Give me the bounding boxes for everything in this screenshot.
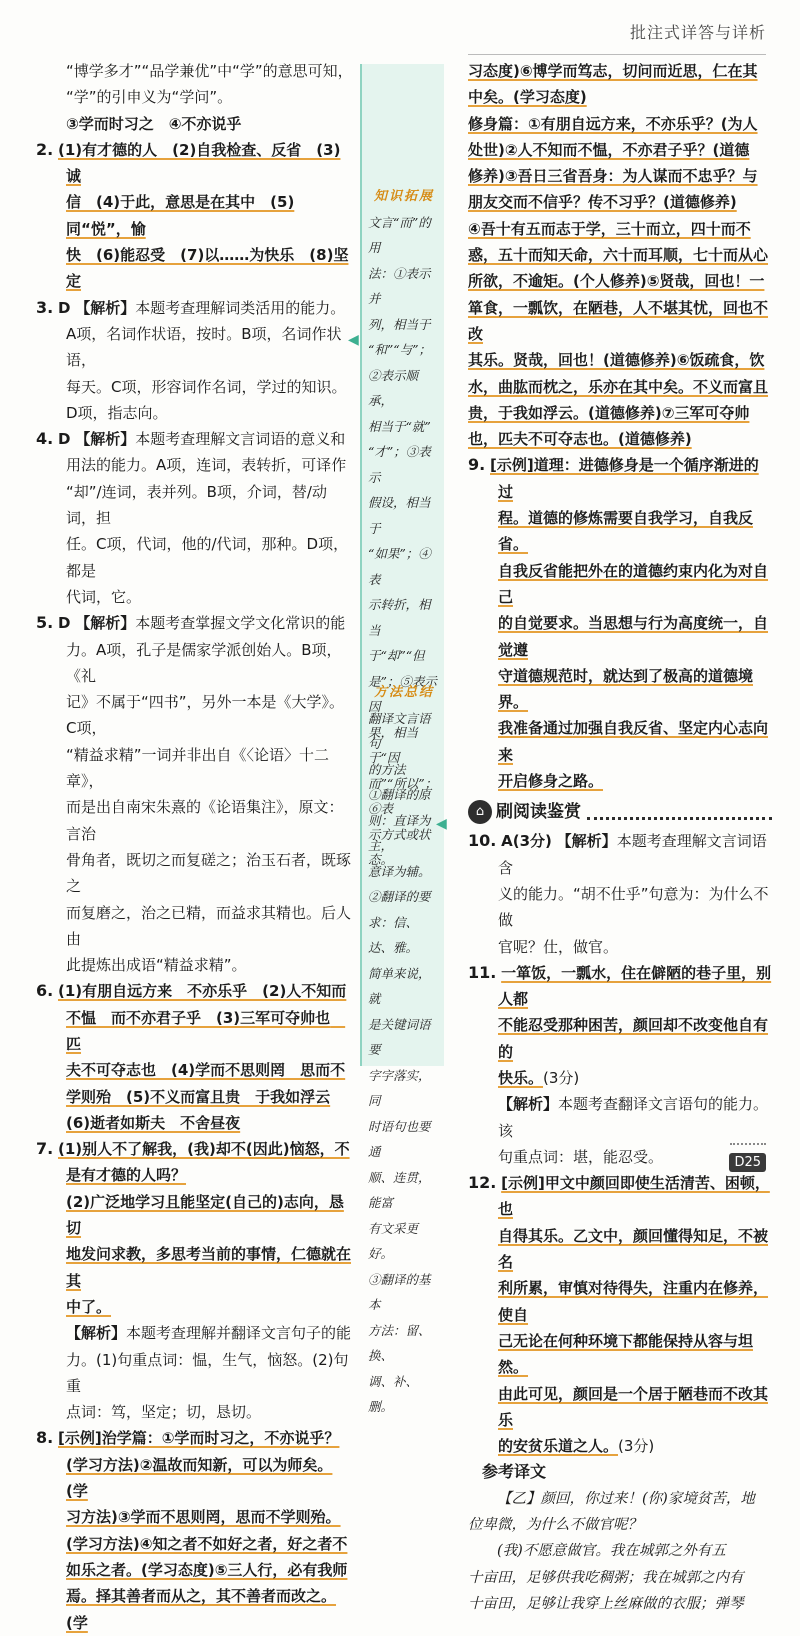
translation-line: 十亩田，足够让我穿上丝麻做的衣服；弹琴: [468, 1595, 744, 1612]
question-number: 3.: [36, 297, 54, 317]
answer-text: 不能忍受那种困苦，颜回却不改变他自有的: [498, 1016, 769, 1061]
answer-4: [36, 426, 354, 452]
note-line: “如果”；④表: [368, 546, 431, 587]
question-number: 4.: [36, 429, 54, 449]
dotted-divider: [587, 805, 772, 820]
answer-text: 修养)③吾日三省吾身：为人谋而不忠乎？与: [468, 167, 758, 186]
note-line: 文言“而”的用: [368, 214, 431, 255]
note-line: ②翻译的要: [368, 889, 431, 904]
text-line: 义的能力。“胡不仕乎”句意为：为什么不做: [498, 884, 769, 930]
text-line: “博学多才”“品学兼优”中“学”的意思可知，: [66, 62, 353, 80]
text-line: 官呢？仕，做官。: [498, 937, 619, 956]
answer-3: [36, 295, 354, 321]
answer-text: 快 (6)能忍受 (7)以……为快乐 (8)坚定: [66, 246, 349, 291]
header-divider: [468, 54, 766, 55]
text-line: 记》不属于“四书”，另外一本是《大学》。C项，: [66, 693, 345, 738]
choice-answer: A(3分): [501, 832, 552, 851]
question-number: 6.: [36, 981, 54, 1001]
answer-text: (6)逝者如斯夫 不舍昼夜: [66, 1113, 241, 1132]
answer-text: (1)有才德的人 (2)自我检查、反省 (3)诚: [58, 140, 341, 186]
answer-text: 学则殆 (5)不义而富且贵 于我如浮云: [66, 1087, 331, 1106]
note-line: 时语句也要通: [368, 1118, 431, 1159]
analysis-text: 本题考查翻译文言语句的能力。该: [498, 1095, 769, 1140]
text-line: 任。C项，代词，他的/代词，那种。D项，都是: [66, 535, 349, 580]
answer-text: 信 (4)于此，意思是在其中 (5)同“悦”，愉: [66, 193, 295, 238]
answer-text: 己无论在何种环境下都能保持从容与坦然。: [498, 1331, 754, 1377]
answer-2: [36, 137, 354, 190]
answer-text: 如乐之者。(学习态度)⑤三人行，必有我师: [66, 1560, 348, 1579]
note-line: 有文采更好。: [368, 1220, 419, 1261]
translation-line: 十亩田，足够供我吃稠粥；我在城郭之内有: [468, 1569, 744, 1586]
answer-text: 一箪饭，一瓢水，住在僻陋的巷子里，别人都: [498, 963, 772, 1009]
answer-10: [468, 828, 772, 881]
answer-text: 焉。择其善者而从之，其不善者而改之。(学: [66, 1587, 337, 1632]
translation-line: (我)不愿意做官。我在城郭之外有五: [497, 1543, 726, 1560]
analysis-line: [468, 1091, 772, 1144]
corner-dots: [730, 1143, 766, 1146]
choice-answer: D: [58, 298, 71, 317]
answer-text: 由此可见，颜回是一个居于陋巷而不改其乐: [498, 1384, 769, 1429]
note-title: 知识拓展: [373, 189, 434, 204]
note-line: 的方法: [368, 761, 406, 777]
text-line: 骨角者，既切之而复磋之；治玉石者，既琢之: [66, 850, 352, 896]
text-line: “学”的引申义为“学问”。: [66, 88, 233, 107]
answer-text: 处世)②人不知而不愠，不亦君子乎？(道德: [468, 140, 750, 159]
answer-7: [36, 1136, 354, 1162]
note-line: “才”；③表示: [368, 444, 431, 485]
note-line: 方法：留、换、: [368, 1322, 431, 1363]
answer-11: [468, 960, 772, 1013]
page-header: 批注式详答与详析: [629, 23, 766, 42]
note-line: 意译为辅。: [368, 863, 431, 879]
analysis-line: [36, 1320, 354, 1346]
text-line: 而是出自南宋朱熹的《论语集注》，原文：言治: [66, 798, 344, 843]
answer-text: 的安贫乐道之人。: [498, 1437, 619, 1456]
note-line: 法：①表示并: [368, 265, 431, 306]
question-number: 5.: [36, 613, 54, 633]
answer-text: 是有才德的人吗？: [66, 1166, 187, 1185]
answer-text: 开启修身之路。: [498, 772, 604, 791]
section-title: 刷阅读鉴赏: [496, 802, 581, 823]
answer-5: [36, 610, 354, 636]
text-line: 每天。C项，形容词作名词，学过的知识。: [66, 377, 347, 396]
note-line: ②表示顺承，: [368, 367, 419, 408]
choice-answer: D: [58, 430, 71, 449]
answer-text: 也，匹夫不可夺志也。(道德修养): [468, 430, 692, 449]
answer-text: 程。道德的修炼需要自我学习，自我反省。: [498, 509, 754, 554]
answer-text: 守道德规范时，就达到了极高的道德境界。: [498, 666, 754, 712]
answer-text: 修身篇：①有朋自远方来，不亦乐乎？(为人: [468, 114, 758, 133]
text-line: “精益求精”一词并非出自《〈论语〉十二章》，: [66, 745, 330, 791]
right-column: [468, 58, 772, 1617]
answer-line: [468, 1433, 772, 1459]
answer-text: 箪食，一瓢饮，在陋巷，人不堪其忧，回也不改: [468, 298, 769, 343]
note-line: 是”；⑤表示因: [368, 673, 437, 714]
note-line: 而”“所以”；⑥表: [368, 775, 438, 816]
question-number: 12.: [468, 1173, 497, 1193]
section-banner: [468, 798, 772, 826]
score: (3分): [618, 1437, 655, 1456]
text-line: 力。(1)句重点词：愠，生气，恼怒。(2)句重: [66, 1350, 349, 1395]
analysis-text: 本题考查理解词类活用的能力。: [135, 298, 346, 317]
analysis-tag: 【解析】: [66, 1324, 127, 1343]
answer-text: 朋友交而不信乎？传不习乎？(道德修养): [468, 193, 737, 212]
analysis-tag: 【解析】: [498, 1095, 559, 1114]
answer-6: [36, 978, 354, 1004]
text-line: 用法的能力。A项，连词，表转折，可译作: [66, 456, 347, 475]
score: (3分): [543, 1068, 580, 1087]
answer-text: (学习方法)④知之者不如好之者，好之者不: [66, 1534, 348, 1553]
answer-text: 夫不可夺志也 (4)学而不思则罔 思而不: [66, 1061, 346, 1080]
note-line: 是关键词语要: [368, 1016, 431, 1057]
answer-text: 地发问求教，多思考当前的事情，仁德就在其: [66, 1245, 352, 1290]
answer-9: [468, 452, 772, 505]
answer-text: 中矣。(学习态度): [468, 88, 587, 107]
left-column: [36, 58, 354, 1636]
answer-text: ④吾十有五而志于学，三十而立，四十而不: [468, 219, 751, 238]
answer-text: [示例]治学篇：①学而时习之，不亦说乎？: [58, 1429, 340, 1448]
note-line: ③翻译的基本: [368, 1271, 431, 1312]
note-line: 调、补、删。: [368, 1373, 419, 1414]
answer-text: (1)别人不了解我，(我)却不(因此)恼怒，不: [58, 1140, 350, 1159]
question-number: 11.: [468, 962, 497, 982]
answer-text: 自得其乐。乙文中，颜回懂得知足，不被名: [498, 1226, 769, 1272]
answer-text: 我准备通过加强自我反省、坚定内心志向来: [498, 719, 769, 764]
annotation-sidebar: [348, 64, 447, 1414]
translation-line: 【乙】颜回，你过来！(你)家境贫苦，地: [497, 1490, 755, 1507]
note-line: 于“却”“但: [368, 648, 425, 663]
text-line: ③学而时习之 ④不亦说乎: [66, 114, 242, 133]
answer-text: 贵，于我如浮云。(道德修养)⑦三军可夺帅: [468, 403, 750, 422]
analysis-text: 本题考查理解文言词语含: [498, 832, 767, 877]
answer-text: 快乐。: [498, 1068, 544, 1087]
answer-text: 所欲，不逾矩。(个人修养)⑤贤哉，回也！一: [468, 272, 765, 291]
question-number: 2.: [36, 139, 54, 159]
pointer-arrow-icon: ◀: [348, 332, 359, 348]
answer-text: 惑，五十而知天命，六十而耳顺，七十而从心: [468, 246, 769, 265]
question-number: 10.: [468, 831, 497, 851]
note-line: 字字落实，同: [368, 1067, 431, 1108]
question-number: 9.: [468, 455, 486, 475]
note-line: 求：信、达、雅。: [368, 914, 419, 955]
choice-answer: D: [58, 614, 71, 633]
book-icon: ⌂: [468, 800, 492, 824]
note-line: 假设，相当于: [368, 495, 431, 536]
text-line: 而复磨之，治之已精，而益求其精也。后人由: [66, 903, 352, 948]
note-line: 则：直译为主，: [368, 812, 431, 853]
answer-line: [468, 1065, 772, 1091]
answer-text: 习态度)⑥博学而笃志，切问而近思，仁在其: [468, 62, 758, 80]
answer-text: 不愠 而不亦君子乎 (3)三军可夺帅也 匹: [66, 1008, 346, 1053]
note-line: 顺、连贯，能富: [368, 1169, 431, 1210]
text-line: 句重点词：堪，能忍受。: [498, 1147, 664, 1166]
note-line: 示转折，相当: [368, 597, 431, 638]
analysis-text: 本题考查理解并翻译文言句子的能: [126, 1324, 352, 1343]
answer-text: 其乐。贤哉，回也！(道德修养)⑥饭疏食，饮: [468, 351, 765, 370]
page-number: D25: [729, 1153, 766, 1172]
note-title: 方法总结: [373, 685, 434, 700]
method-summary-note: [368, 680, 440, 1420]
answer-text: 中了。: [66, 1297, 112, 1316]
note-line: 列，相当于: [368, 316, 431, 332]
answer-text: [示例]道理：进德修身是一个循序渐进的过: [490, 456, 759, 501]
answer-text: (2)广泛地学习且能坚定(自己的)志向，恳切: [66, 1192, 344, 1238]
analysis-tag: 【解析】: [556, 832, 617, 851]
analysis-tag: 【解析】: [75, 614, 136, 633]
note-line: 简单来说，就: [368, 965, 431, 1006]
reference-translation-title: 参考译文: [482, 1462, 547, 1482]
answer-text: (1)有朋自远方来 不亦乐乎 (2)人不知而: [58, 982, 347, 1001]
question-number: 8.: [36, 1428, 54, 1448]
note-line: “和”“与”；: [368, 342, 432, 357]
answer-text: 水，曲肱而枕之，乐亦在其中矣。不义而富且: [468, 377, 769, 396]
pointer-arrow-icon: ◀: [436, 816, 447, 832]
note-line: ①翻译的原: [368, 787, 431, 802]
answer-text: 习方法)③学而不思则罔，思而不学则殆。: [66, 1508, 341, 1527]
analysis-tag: 【解析】: [75, 430, 136, 449]
text-line: D项，指志向。: [66, 403, 168, 422]
text-line: “却”/连词，表并列。B项，介词，替/动词，担: [66, 482, 327, 528]
answer-12: [468, 1170, 772, 1223]
text-line: 代词，它。: [66, 587, 142, 606]
note-line: 相当于“就”: [368, 418, 431, 434]
analysis-text: 本题考查理解文言词语的意义和: [135, 430, 346, 449]
text-line: 点词：笃，坚定；切，恳切。: [66, 1403, 262, 1422]
text-line: 此提炼出成语“精益求精”。: [66, 956, 247, 975]
note-line: 果，相当于“因: [368, 724, 419, 765]
answer-text: 利所累，审慎对待得失，注重内在修养，使自: [498, 1279, 769, 1324]
answer-text: 自我反省能把外在的道德约束内化为对自己: [498, 561, 769, 606]
answer-text: 的自觉要求。当思想与行为高度统一，自觉遵: [498, 614, 769, 659]
text-line: 力。A项，孔子是儒家学派创始人。B项，《礼: [66, 640, 342, 685]
translation-line: 位卑微，为什么不做官呢？: [468, 1517, 642, 1534]
analysis-tag: 【解析】: [75, 298, 136, 317]
note-line: 示方式或状态。: [368, 826, 431, 867]
note-line: 翻译文言语句: [368, 710, 431, 751]
question-number: 7.: [36, 1139, 54, 1159]
answer-text: (学习方法)②温故而知新，可以为师矣。(学: [66, 1455, 333, 1501]
text-line: A项，名词作状语，按时。B项，名词作状语，: [66, 324, 342, 370]
answer-text: [示例]甲文中颜回即使生活清苦、困顿，也: [498, 1174, 770, 1219]
analysis-text: 本题考查掌握文学文化常识的能: [135, 614, 346, 633]
answer-8: [36, 1425, 354, 1451]
